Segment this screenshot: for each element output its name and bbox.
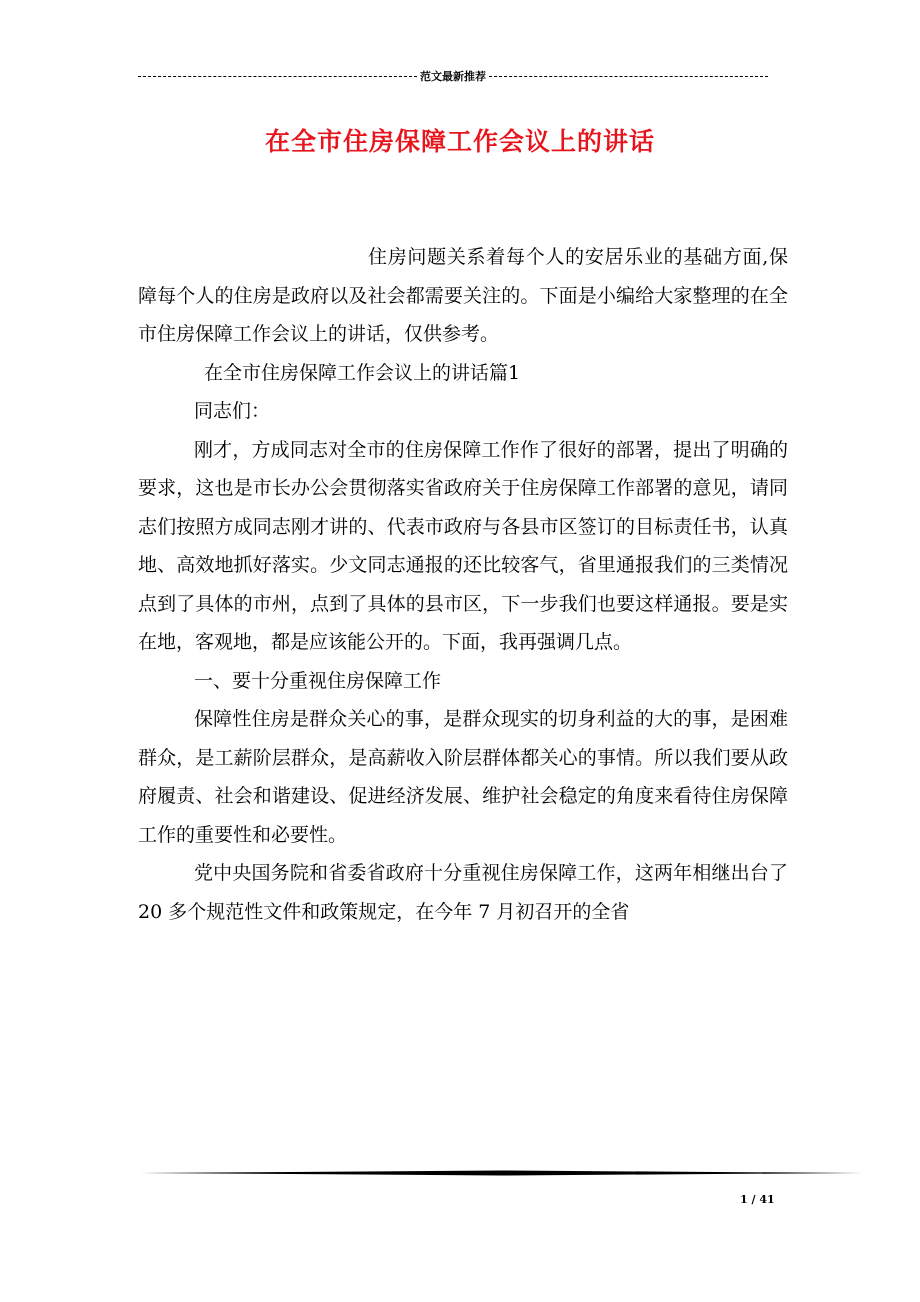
header-dash-right	[489, 76, 768, 77]
page-header	[138, 68, 768, 84]
salutation: 同志们：	[194, 400, 271, 422]
section-heading: 在全市住房保障工作会议上的讲话篇1	[204, 361, 521, 384]
header-dash-left	[138, 76, 417, 77]
page-number: 1 / 41	[740, 1193, 775, 1206]
body-paragraph: 保障性住房是群众关心的事，是群众现实的切身利益的大的事，是困难群众，是工薪阶层群众，是高薪收入阶层群体都关心的事情。所以我们要从政府履责、社会和谐建设、促进经济发展、维护社会稳定的角度来看待住房保障工作的重要性和必要性。	[138, 708, 788, 846]
body-paragraph: 党中央国务院和省委省政府十分重视住房保障工作，这两年相继出台了 20 多个规范性文件和政策规定，在今年 7 月初召开的全省	[138, 862, 788, 923]
body-paragraph: 刚才，方成同志对全市的住房保障工作作了很好的部署，提出了明确的要求，这也是市长办公会贯彻落实省政府关于住房保障工作部署的意见，请同志们按照方成同志刚才讲的、代表市政府与各县市区签订的目标责任书，认真地、高效地抓好落实。少文同志通报的还比较客气，省里通报我们的三类情况点到了具体的市州，点到了具体的县市区，下一步我们也要这样通报。要是实在地，客观地，都是应该能公开的。下面，我再强调几点。	[138, 438, 788, 653]
intro-paragraph: 住房问题关系着每个人的安居乐业的基础方面,保障每个人的住房是政府以及社会都需要关注的。下面是小编给大家整理的在全市住房保障工作会议上的讲话，仅供参考。	[138, 246, 788, 345]
footer-rule	[140, 1170, 862, 1176]
header-label: 范文最新推荐	[420, 70, 486, 83]
document-title: 在全市住房保障工作会议上的讲话	[264, 127, 655, 156]
point-heading: 一、要十分重视住房保障工作	[194, 669, 442, 692]
document-body	[138, 238, 788, 931]
